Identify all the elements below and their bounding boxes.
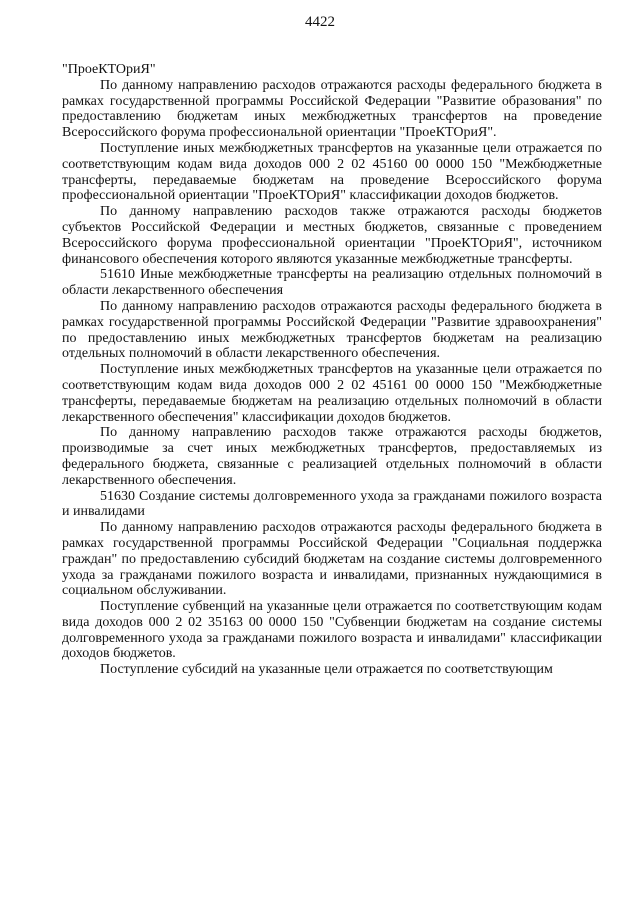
paragraph: Поступление иных межбюджетных трансфертов на указанные цели отражается по соответствующим кодам вида доходов 000 2 02 45160 00 0000 150 "Межбюджетные трансферты, передаваемые бюджетам на проведение Всероссийского форума профессиональной ориентации "ПроеКТОриЯ" классификации доходов бюджетов. — [62, 140, 602, 204]
page-number: 4422 — [305, 14, 335, 30]
paragraph: По данному направлению расходов отражаются расходы федерального бюджета в рамках государственной программы Российской Федерации "Развитие образования" по предоставлению бюджетам иных межбюджетных трансфертов на проведение Всероссийского форума профессиональной ориентации "ПроеКТОриЯ". — [62, 77, 602, 141]
paragraph: По данному направлению расходов отражаются расходы федерального бюджета в рамках государственной программы Российской Федерации "Социальная поддержка граждан" по предоставлению субсидий бюджетам на создание системы долговременного ухода за гражданами пожилого возраста и инвалидами, признанных нуждающимися в социальном обслуживании. — [62, 520, 602, 599]
paragraph: Поступление иных межбюджетных трансфертов на указанные цели отражается по соответствующим кодам вида доходов 000 2 02 45161 00 0000 150 "Межбюджетные трансферты, передаваемые бюджетам на реализацию отдельных полномочий в области лекарственного обеспечения" классификации доходов бюджетов. — [62, 362, 602, 425]
section-heading: 51630 Создание системы долговременного ухода за гражданами пожилого возраста и инвалидами — [62, 488, 602, 520]
paragraph: По данному направлению расходов отражаются расходы федерального бюджета в рамках государственной программы Российской Федерации "Развитие здравоохранения" по предоставлению иных межбюджетных трансфертов бюджетам на реализацию отдельных полномочий в области лекарственного обеспечения. — [62, 298, 602, 362]
paragraph-continuation: "ПроеКТОриЯ" — [62, 62, 156, 77]
paragraph: По данному направлению расходов также отражаются расходы бюджетов, производимые за счет иных межбюджетных трансфертов, предоставляемых из федерального бюджета, связанные с реализацией отдельных полномочий в области лекарственного обеспечения. — [62, 425, 602, 488]
paragraph: Поступление субсидий на указанные цели отражается по соответствующим — [100, 662, 553, 678]
paragraph: По данному направлению расходов также отражаются расходы бюджетов субъектов Российской Федерации и местных бюджетов, связанные с проведением Всероссийского форума профессиональной ориентации "ПроеКТОриЯ", источником финансового обеспечения которого являются указанные межбюджетные трансферты. — [62, 204, 602, 267]
document-body — [62, 62, 602, 678]
section-heading: 51610 Иные межбюджетные трансферты на реализацию отдельных полномочий в области лекарственного обеспечения — [62, 267, 602, 299]
paragraph: Поступление субвенций на указанные цели отражается по соответствующим кодам вида доходов 000 2 02 35163 00 0000 150 "Субвенции бюджетам на создание системы долговременного ухода за гражданами пожилого возраста и инвалидами" классификации доходов бюджетов. — [62, 599, 602, 662]
